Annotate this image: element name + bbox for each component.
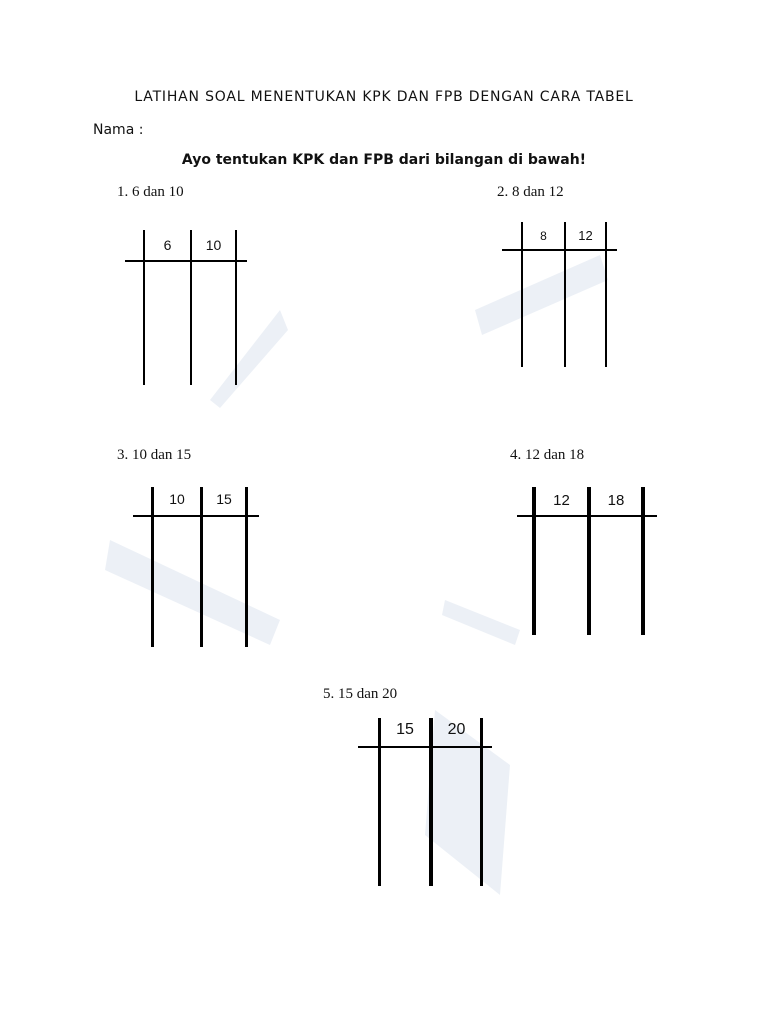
problem-3-table	[133, 487, 259, 649]
problem-1-number-a: 6	[163, 237, 172, 253]
problem-5-label: 5. 15 dan 20	[323, 686, 398, 702]
problem-2-number-a: 8	[540, 229, 547, 243]
problem-5-number-b: 20	[447, 721, 466, 738]
page-title: LATIHAN SOAL MENENTUKAN KPK DAN FPB DENGAN CARA TABEL	[134, 89, 634, 105]
problem-5-table	[358, 718, 492, 888]
problem-1-table	[125, 230, 247, 388]
problem-3-number-b: 15	[216, 491, 232, 507]
problem-4-number-b: 18	[607, 492, 625, 509]
problem-3-number-a: 10	[169, 491, 185, 507]
problem-2-number-b: 12	[578, 228, 593, 243]
problem-2-label: 2. 8 dan 12	[497, 184, 564, 200]
problem-1-number-b: 10	[205, 237, 222, 253]
instruction: Ayo tentukan KPK dan FPB dari bilangan di bawah!	[181, 152, 587, 168]
problem-4-table	[517, 487, 657, 637]
problem-2-table	[502, 222, 617, 370]
problem-4-label: 4. 12 dan 18	[510, 447, 585, 463]
problem-5-number-a: 15	[396, 721, 414, 738]
name-label: Nama :	[93, 122, 144, 138]
problem-1-label: 1. 6 dan 10	[117, 184, 184, 200]
problem-3-label: 3. 10 dan 15	[117, 447, 192, 463]
problem-4-number-a: 12	[553, 492, 570, 509]
